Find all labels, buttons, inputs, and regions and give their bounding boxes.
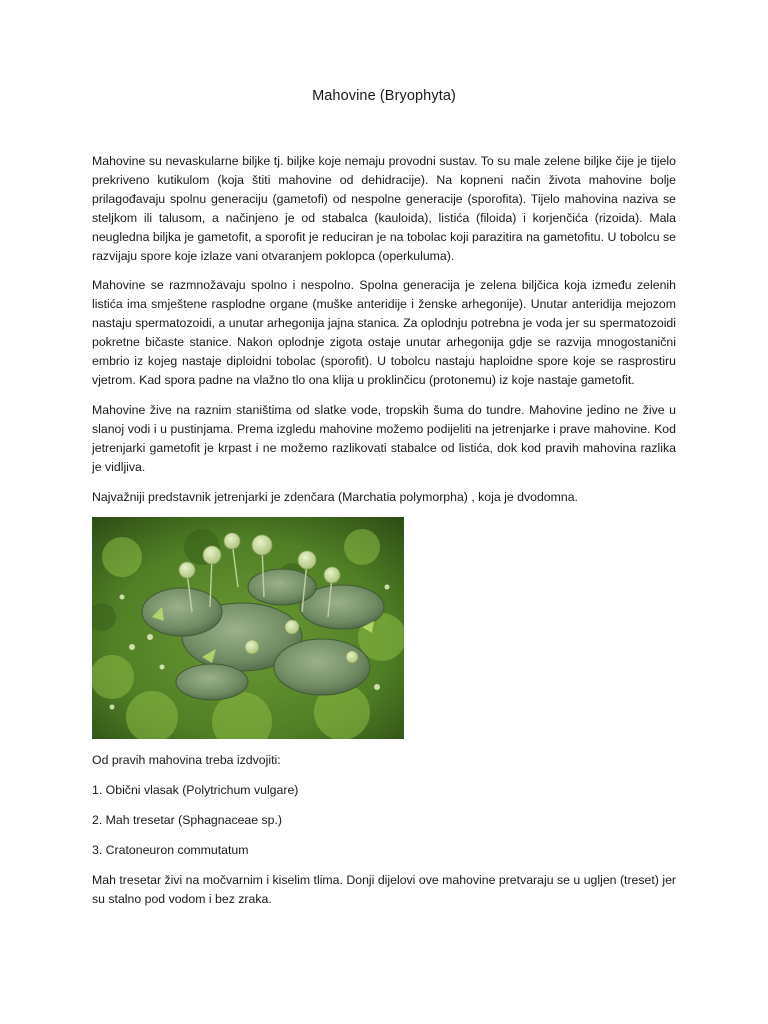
list-item: 3. Cratoneuron commutatum [92,843,249,858]
paragraph-reproduction: Mahovine se razmnožavaju spolno i nespolno. Spolna generacija je zelena biljčica koja između zelenih listića ima smještene rasplodne organe (muške anteridije i ženske arhegonije). Unutar anteridija mejozom nastaju spermatozoidi, a unutar arhegonija jajna stanica. Za oplodnju potrebna je voda jer su spermatozoidi pokretne bičaste stanice. Nakon oplodnje zigota ostaje unutar arhegonija gdje se razvija mnogostanični embrio iz kojeg nastaje diploidni tobolac (sporofit). U tobolcu nastaju haploidne spore koje se rasprostiru vjetrom. Kad spora padne na vlažno tlo ona klija u proklinčicu (protonemu) iz koje nastaje gametofit. [92,278,676,387]
page-title: Mahovine (Bryophyta) [312,88,456,104]
list-item: 1. Obični vlasak (Polytrichum vulgare) [92,783,299,798]
paragraph-intro: Mahovine su nevaskularne biljke tj. biljke koje nemaju provodni sustav. To su male zelene biljke čije je tijelo prekriveno kutikulom (koja štiti mahovine od dehidracije). Na kopneni način života mahovine bolje prilagođavaju spolnu generaciju (gametofi) od nespolne generacije (sporofita). Tijelo mahovina naziva se steljkom ili talusom, a načinjeno je od stabalca (kauloida), listića (filoida) i korjenčića (rizoida). Mala neugledna biljka je gametofit, a sporofit je reduciran je na tobolac koji parazitira na gametofitu. U tobolcu se razvijaju spore koje izlaze vani otvaranjem poklopca (operkuluma). [92,154,676,263]
liverwort-photo [92,517,404,739]
paragraph-closing: Mah tresetar živi na močvarnim i kiselim tlima. Donji dijelovi ove mahovine pretvaraju se u ugljen (treset) jer su stalno pod vodom i bez zraka. [92,873,676,906]
paragraph-liverwort: Najvažniji predstavnik jetrenjarki je zdenčara (Marchatia polymorpha) , koja je dvodomna. [92,489,578,504]
document-body [92,152,676,920]
list-item: 2. Mah tresetar (Sphagnaceae sp.) [92,813,283,828]
list-intro: Od pravih mahovina treba izdvojiti: [92,753,281,768]
paragraph-habitat: Mahovine žive na raznim staništima od slatke vode, tropskih šuma do tundre. Mahovine jedino ne žive u slanoj vodi i u pustinjama. Prema izgledu mahovine možemo podijeliti na jetrenjarke i prave mahovine. Kod jetrenjarki gametofit je krpast i ne možemo razlikovati stabalce od listića, dok kod pravih mahovina razlika je vidljiva. [92,402,676,474]
